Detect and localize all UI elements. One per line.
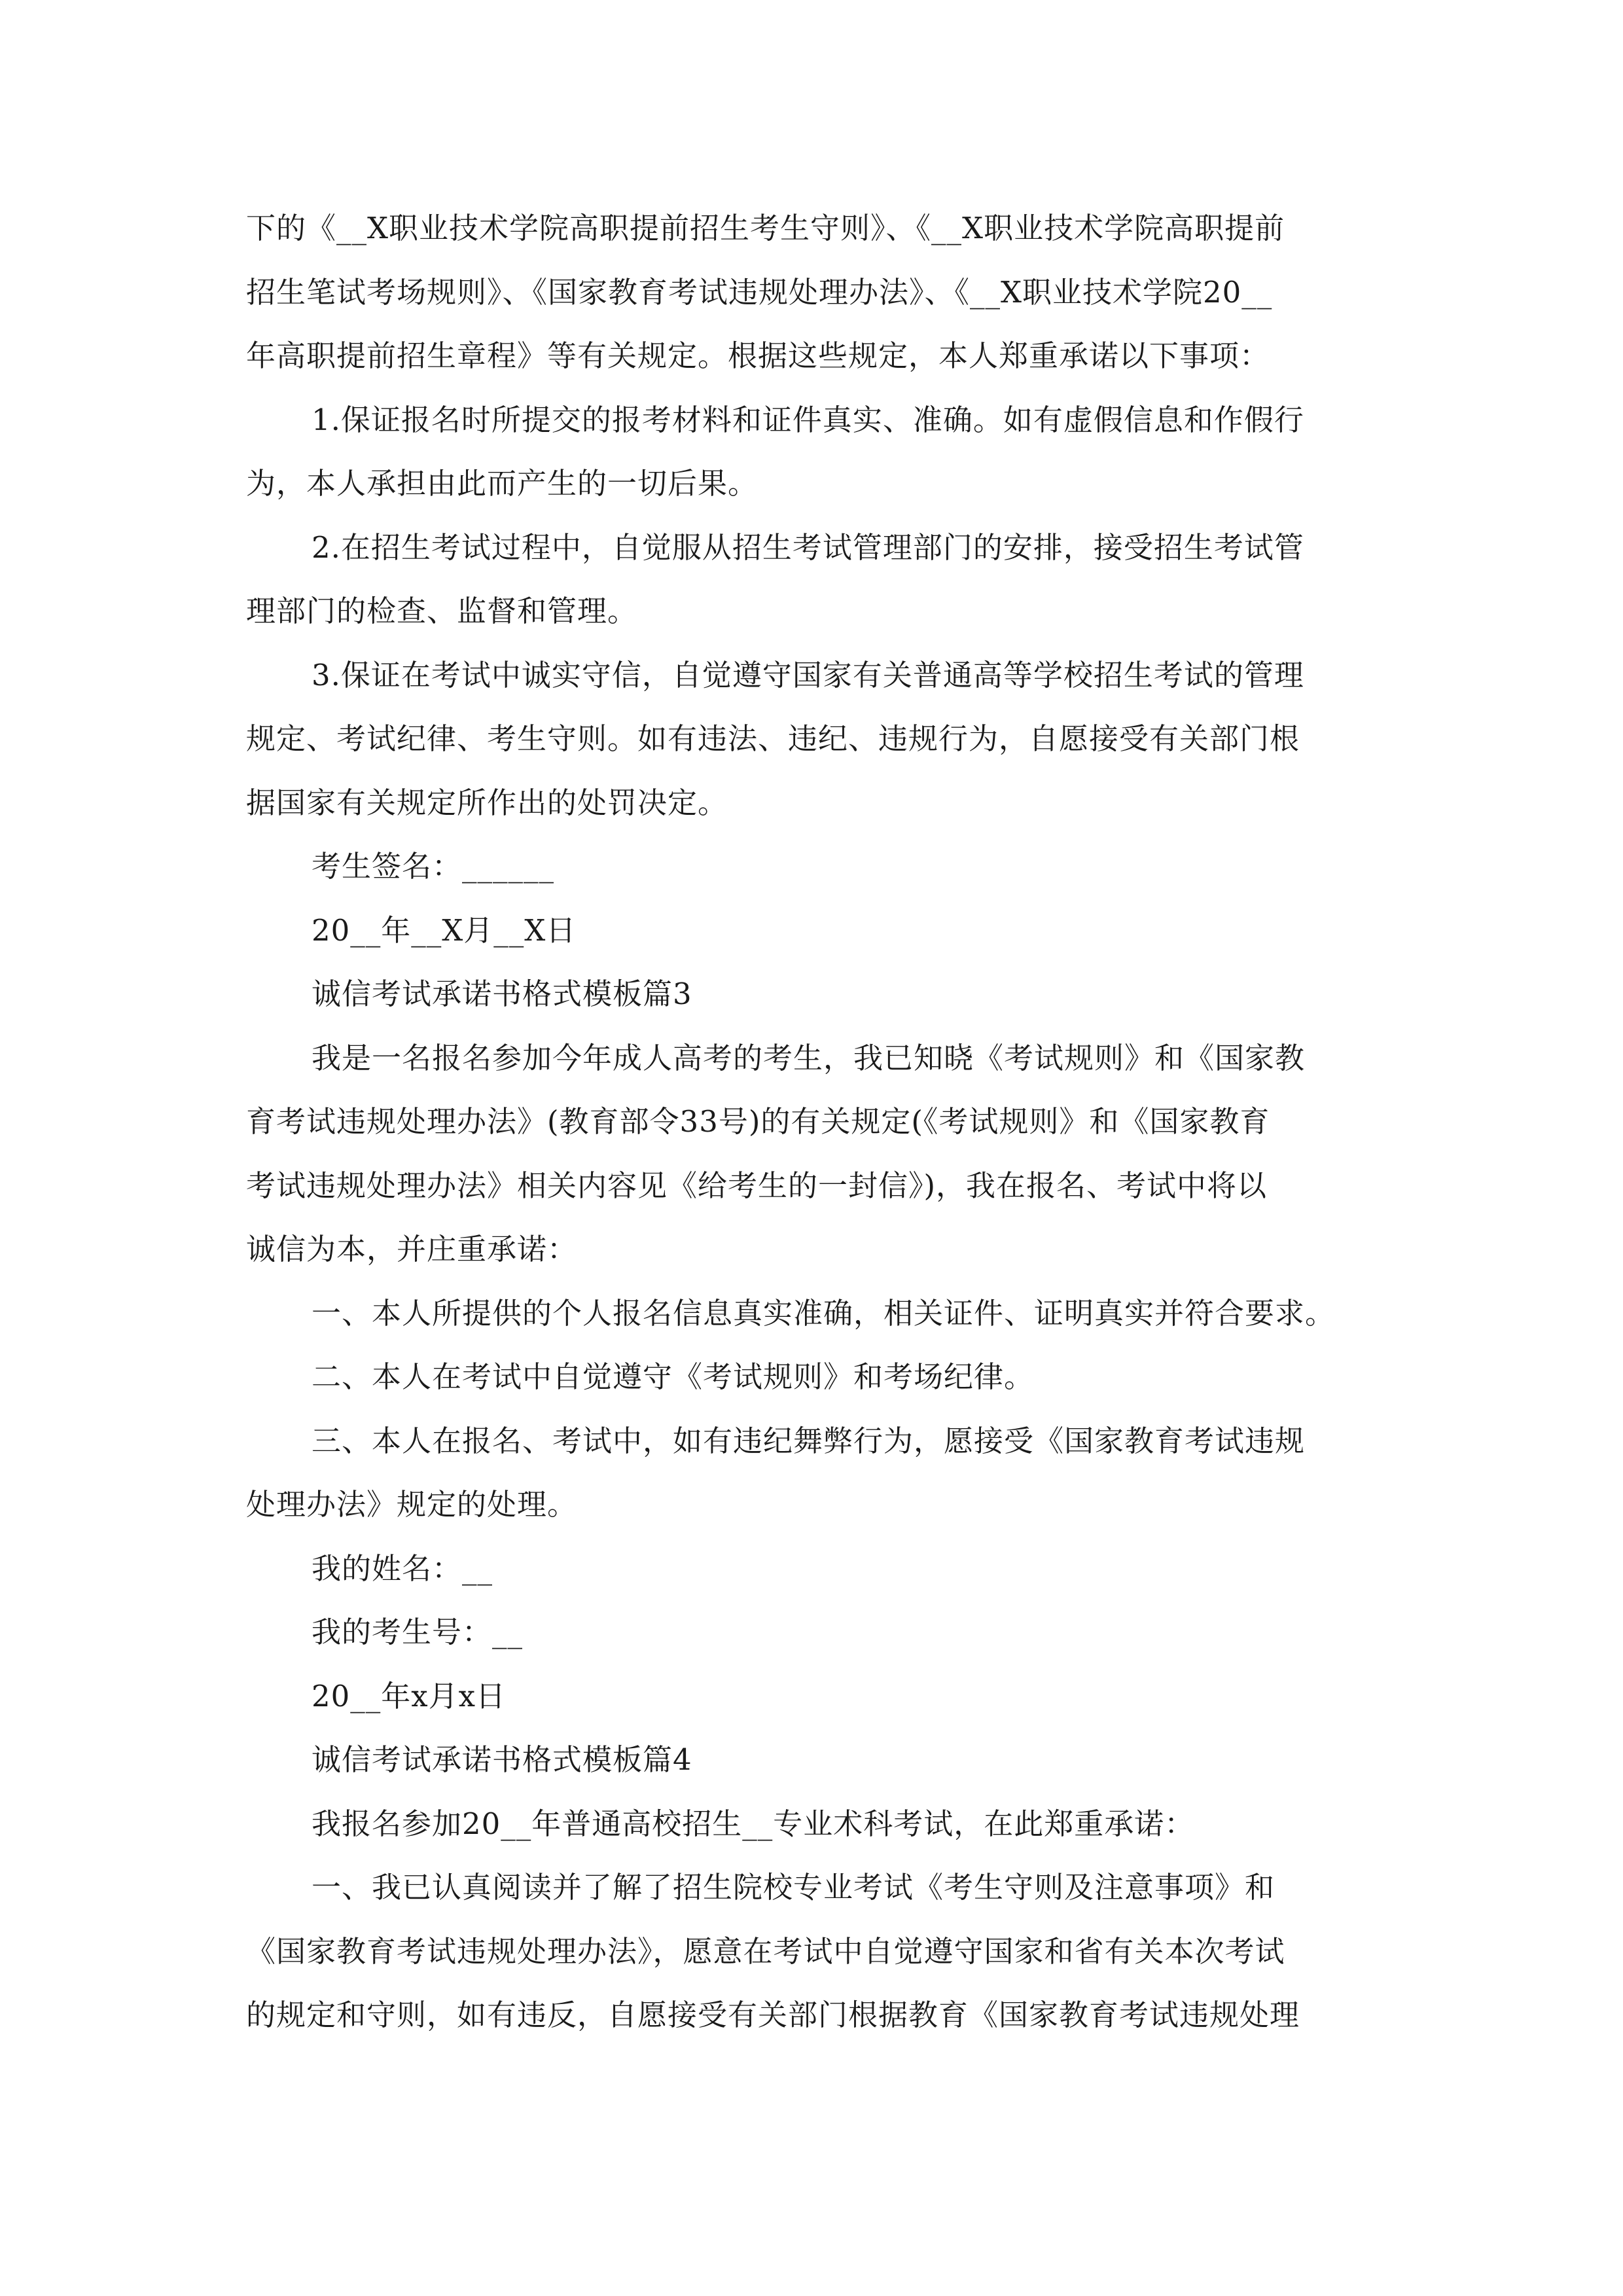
text-line: 考生签名：______ — [312, 849, 555, 884]
text-line: 《国家教育考试违规处理办法》，愿意在考试中自觉遵守国家和省有关本次考试 — [246, 1933, 1285, 1969]
text-line: 3.保证在考试中诚实守信，自觉遵守国家有关普通高等学校招生考试的管理 — [312, 657, 1304, 692]
text-line: 我是一名报名参加今年成人高考的考生，我已知晓《考试规则》和《国家教 — [312, 1040, 1306, 1075]
text-line: 据国家有关规定所作出的处罚决定。 — [246, 785, 728, 820]
text-line: 年高职提前招生章程》等有关规定。根据这些规定，本人郑重承诺以下事项： — [246, 338, 1270, 373]
text-line: 1.保证报名时所提交的报考材料和证件真实、准确。如有虚假信息和作假行 — [312, 402, 1304, 437]
text-line: 诚信考试承诺书格式模板篇4 — [312, 1742, 692, 1777]
text-line: 一、本人所提供的个人报名信息真实准确，相关证件、证明真实并符合要求。 — [312, 1295, 1336, 1331]
text-line: 招生笔试考场规则》、《国家教育考试违规处理办法》、《__X职业技术学院20__ — [246, 274, 1273, 310]
text-line: 我报名参加20__年普通高校招生__专业术科考试，在此郑重承诺： — [312, 1806, 1195, 1841]
text-line: 三、本人在报名、考试中，如有违纪舞弊行为，愿接受《国家教育考试违规 — [312, 1423, 1306, 1458]
text-line: 20__年__X月__X日 — [312, 912, 577, 948]
text-line: 诚信考试承诺书格式模板篇3 — [312, 977, 692, 1011]
text-line: 2.在招生考试过程中，自觉服从招生考试管理部门的安排，接受招生考试管 — [312, 529, 1304, 565]
text-line: 考试违规处理办法》相关内容见《给考生的一封信》)，我在报名、考试中将以 — [246, 1168, 1268, 1203]
document-body — [246, 196, 1378, 2047]
text-line: 我的考生号：__ — [312, 1615, 524, 1649]
text-line: 20__年x月x日 — [312, 1678, 507, 1713]
text-line: 育考试违规处理办法》(教育部令33号)的有关规定(《考试规则》和《国家教育 — [246, 1104, 1270, 1139]
text-line: 二、本人在考试中自觉遵守《考试规则》和考场纪律。 — [312, 1359, 1035, 1394]
text-line: 理部门的检查、监督和管理。 — [246, 594, 638, 628]
text-line: 一、我已认真阅读并了解了招生院校专业考试《考生守则及注意事项》和 — [312, 1870, 1275, 1905]
text-line: 处理办法》规定的处理。 — [246, 1487, 578, 1522]
text-line: 规定、考试纪律、考生守则。如有违法、违纪、违规行为，自愿接受有关部门根 — [246, 721, 1300, 756]
text-line: 下的《__X职业技术学院高职提前招生考生守则》、《__X职业技术学院高职提前 — [246, 211, 1285, 245]
text-line: 的规定和守则，如有违反，自愿接受有关部门根据教育《国家教育考试违规处理 — [246, 1998, 1300, 2032]
text-line: 为，本人承担由此而产生的一切后果。 — [246, 466, 758, 501]
text-line: 我的姓名：__ — [312, 1551, 493, 1586]
text-line: 诚信为本，并庄重承诺： — [246, 1232, 578, 1266]
